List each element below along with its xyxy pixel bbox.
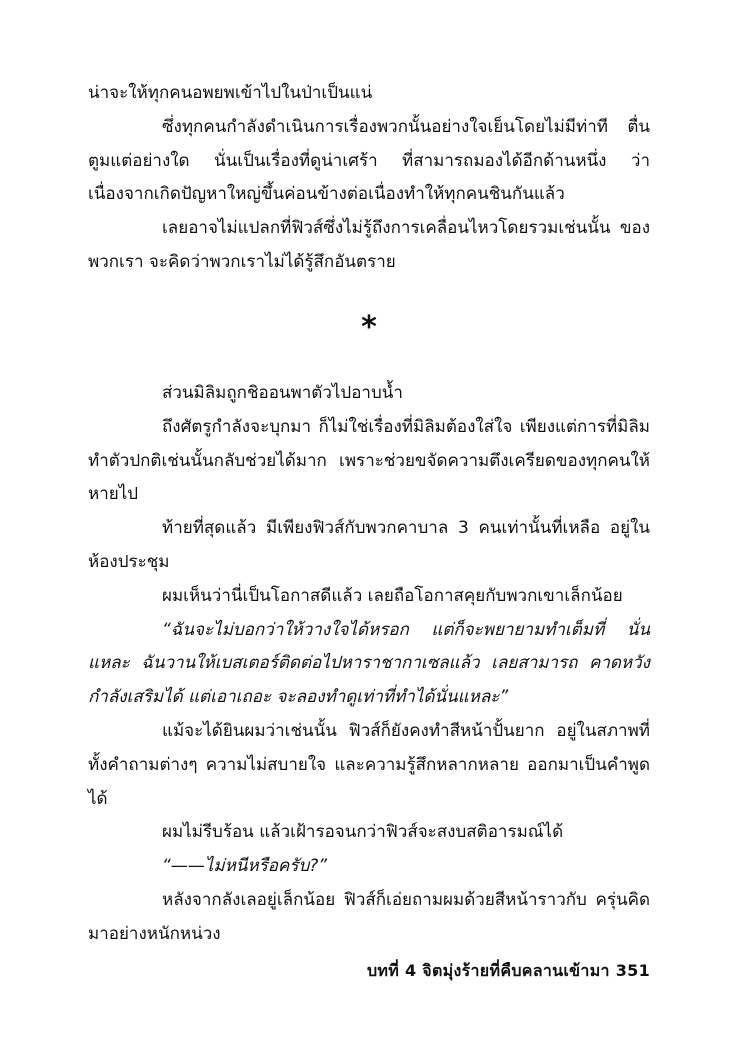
dialogue-paragraph: “ฉันจะไม่บอกว่าให้วางใจได้หรอก แต่ก็จะพยายามทำเต็มที่ นั่นแหละ ฉันวานให้เบสเตอร์ติดต่อไปหาราชากาเซลแล้ว เลยสามารถ คาดหวังกำลังเสริมได้ แต่เอาเถอะ จะลองทำดูเท่าที่ทำได้นั่นแหละ” (88, 619, 650, 708)
paragraph: ซึ่งทุกคนกำลังดำเนินการเรื่องพวกนั้นอย่างใจเย็นโดยไม่มีท่าที ตื่นตูมแต่อย่างใด นั่นเป็นเรื่องที่ดูน่าเศร้า ที่สามารถมองได้อีกด้านหนึ่ง ว่าเนื่องจากเกิดปัญหาใหญ่ขึ้นค่อนข้างต่อเนื่องทำให้ทุกคนชินกันแล้ว (88, 116, 650, 205)
paragraph: หลังจากลังเลอยู่เล็กน้อย ฟิวส์ก็เอ่ยถามผมด้วยสีหน้าราวกับ ครุ่นคิดมาอย่างหนักหน่วง (88, 889, 650, 944)
text-block-top (88, 77, 650, 280)
dialogue-paragraph: “——ไม่หนีหรือครับ?” (162, 856, 328, 877)
paragraph: ส่วนมิลิมถูกชิออนพาตัวไปอาบน้ำ (162, 383, 403, 403)
paragraph: ท้ายที่สุดแล้ว มีเพียงฟิวส์กับพวกคาบาล 3 คนเท่านั้นที่เหลือ อยู่ในห้องประชุม (88, 518, 650, 572)
paragraph: ถึงศัตรูกำลังจะบุกมา ก็ไม่ใช่เรื่องที่มิลิมต้องใส่ใจ เพียงแต่การที่มิลิมทำตัวปกติเช่นนั้นกลับช่วยได้มาก เพราะช่วยขจัดความตึงเครียดของทุกคนให้หายไป (88, 416, 650, 505)
paragraph: เลยอาจไม่แปลกที่ฟิวส์ซึ่งไม่รู้ถึงการเคลื่อนไหวโดยรวมเช่นนั้น ของพวกเรา จะคิดว่าพวกเราไม่ได้รู้สึกอันตราย (88, 218, 650, 272)
paragraph: ผมเห็นว่านี่เป็นโอกาสดีแล้ว เลยถือโอกาสคุยกับพวกเขาเล็กน้อย (162, 585, 623, 606)
page-footer: บทที่ 4 จิตมุ่งร้ายที่คืบคลานเข้ามา 351 (366, 961, 650, 980)
paragraph: แม้จะได้ยินผมว่าเช่นนั้น ฟิวส์ก็ยังคงทำสีหน้าปั้นยาก อยู่ในสภาพที่ทั้งคำถามต่างๆ ความไม่สบายใจ และความรู้สึกหลากหลาย ออกมาเป็นคำพูดได้ (88, 720, 650, 809)
paragraph: ผมไม่รีบร้อน แล้วเฝ้ารอจนกว่าฟิวส์จะสงบสติอารมณ์ได้ (162, 822, 564, 843)
text-block-main (88, 377, 650, 952)
paragraph: น่าจะให้ทุกคนอพยพเข้าไปในป่าเป็นแน่ (88, 83, 373, 103)
scene-break-asterisk: * (361, 310, 377, 345)
